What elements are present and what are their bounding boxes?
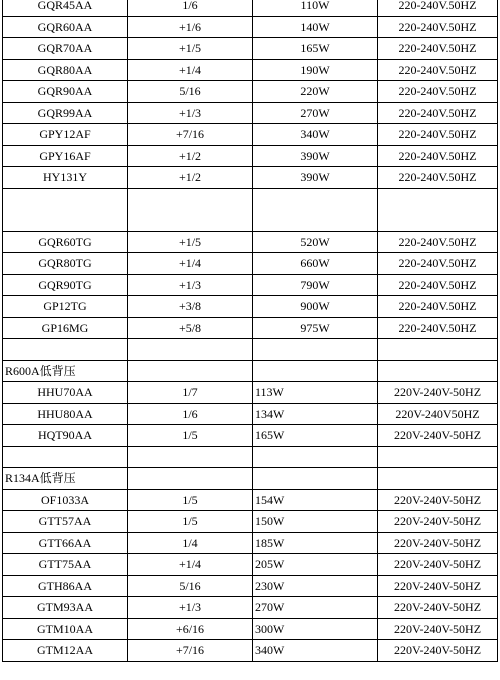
power-cell: 113W bbox=[253, 382, 378, 404]
voltage-cell: 220V-240V-50HZ bbox=[378, 425, 498, 447]
empty-cell bbox=[128, 446, 253, 468]
table-row bbox=[3, 511, 498, 533]
power-cell: 220W bbox=[253, 81, 378, 103]
power-cell: 150W bbox=[253, 511, 378, 533]
voltage-cell: 220V-240V-50HZ bbox=[378, 532, 498, 554]
voltage-cell: 220-240V.50HZ bbox=[378, 253, 498, 275]
model-cell: HHU80AA bbox=[3, 403, 128, 425]
table-row bbox=[3, 16, 498, 38]
horsepower-cell: +1/3 bbox=[128, 102, 253, 124]
power-cell: 205W bbox=[253, 554, 378, 576]
table-row bbox=[3, 296, 498, 318]
table-row bbox=[3, 274, 498, 296]
section-label: R600A低背压 bbox=[3, 360, 128, 382]
horsepower-cell: +1/5 bbox=[128, 38, 253, 60]
model-cell: HY131Y bbox=[3, 167, 128, 189]
model-cell: HQT90AA bbox=[3, 425, 128, 447]
table-row bbox=[3, 317, 498, 339]
horsepower-cell: +1/2 bbox=[128, 145, 253, 167]
model-cell: GQR90TG bbox=[3, 274, 128, 296]
horsepower-cell: +1/6 bbox=[128, 16, 253, 38]
horsepower-cell: +1/5 bbox=[128, 231, 253, 253]
empty-cell bbox=[3, 339, 128, 361]
empty-cell bbox=[253, 188, 378, 231]
voltage-cell: 220-240V.50HZ bbox=[378, 231, 498, 253]
table-row bbox=[3, 554, 498, 576]
horsepower-cell: 1/6 bbox=[128, 0, 253, 16]
voltage-cell: 220-240V.50HZ bbox=[378, 167, 498, 189]
empty-cell bbox=[378, 446, 498, 468]
empty-cell bbox=[3, 188, 128, 231]
table-row bbox=[3, 231, 498, 253]
horsepower-cell: +1/3 bbox=[128, 274, 253, 296]
horsepower-cell: 1/5 bbox=[128, 511, 253, 533]
table-row bbox=[3, 575, 498, 597]
spacer-row bbox=[3, 339, 498, 361]
horsepower-cell: 1/5 bbox=[128, 489, 253, 511]
power-cell: 154W bbox=[253, 489, 378, 511]
model-cell: GP12TG bbox=[3, 296, 128, 318]
horsepower-cell: 1/6 bbox=[128, 403, 253, 425]
section-label: R134A低背压 bbox=[3, 468, 128, 490]
voltage-cell: 220-240V.50HZ bbox=[378, 124, 498, 146]
empty-cell bbox=[253, 339, 378, 361]
empty-cell bbox=[378, 468, 498, 490]
table-row bbox=[3, 81, 498, 103]
power-cell: 230W bbox=[253, 575, 378, 597]
horsepower-cell: +1/4 bbox=[128, 253, 253, 275]
voltage-cell: 220V-240V50HZ bbox=[378, 403, 498, 425]
voltage-cell: 220-240V.50HZ bbox=[378, 102, 498, 124]
section-header-row bbox=[3, 360, 498, 382]
power-cell: 190W bbox=[253, 59, 378, 81]
voltage-cell: 220V-240V-50HZ bbox=[378, 489, 498, 511]
voltage-cell: 220-240V.50HZ bbox=[378, 274, 498, 296]
voltage-cell: 220-240V.50HZ bbox=[378, 317, 498, 339]
table-row bbox=[3, 38, 498, 60]
horsepower-cell: 1/5 bbox=[128, 425, 253, 447]
empty-cell bbox=[378, 360, 498, 382]
horsepower-cell: +7/16 bbox=[128, 124, 253, 146]
model-cell: GTH86AA bbox=[3, 575, 128, 597]
power-cell: 134W bbox=[253, 403, 378, 425]
power-cell: 140W bbox=[253, 16, 378, 38]
power-cell: 660W bbox=[253, 253, 378, 275]
horsepower-cell: +7/16 bbox=[128, 640, 253, 662]
horsepower-cell: 5/16 bbox=[128, 575, 253, 597]
spacer-row bbox=[3, 446, 498, 468]
horsepower-cell: +1/4 bbox=[128, 554, 253, 576]
model-cell: GQR80TG bbox=[3, 253, 128, 275]
empty-cell bbox=[128, 360, 253, 382]
voltage-cell: 220-240V.50HZ bbox=[378, 0, 498, 16]
voltage-cell: 220V-240V-50HZ bbox=[378, 511, 498, 533]
table-row bbox=[3, 102, 498, 124]
horsepower-cell: +6/16 bbox=[128, 618, 253, 640]
empty-cell bbox=[253, 446, 378, 468]
voltage-cell: 220V-240V-50HZ bbox=[378, 382, 498, 404]
model-cell: OF1033A bbox=[3, 489, 128, 511]
horsepower-cell: +1/4 bbox=[128, 59, 253, 81]
voltage-cell: 220-240V.50HZ bbox=[378, 81, 498, 103]
voltage-cell: 220V-240V-50HZ bbox=[378, 597, 498, 619]
power-cell: 270W bbox=[253, 102, 378, 124]
model-cell: GQR90AA bbox=[3, 81, 128, 103]
power-cell: 790W bbox=[253, 274, 378, 296]
horsepower-cell: 1/7 bbox=[128, 382, 253, 404]
voltage-cell: 220-240V.50HZ bbox=[378, 296, 498, 318]
model-cell: GQR60TG bbox=[3, 231, 128, 253]
power-cell: 270W bbox=[253, 597, 378, 619]
empty-cell bbox=[253, 468, 378, 490]
model-cell: HHU70AA bbox=[3, 382, 128, 404]
horsepower-cell: +5/8 bbox=[128, 317, 253, 339]
model-cell: GTT75AA bbox=[3, 554, 128, 576]
voltage-cell: 220-240V.50HZ bbox=[378, 38, 498, 60]
horsepower-cell: +3/8 bbox=[128, 296, 253, 318]
power-cell: 390W bbox=[253, 145, 378, 167]
model-cell: GTM12AA bbox=[3, 640, 128, 662]
power-cell: 340W bbox=[253, 124, 378, 146]
table-row bbox=[3, 532, 498, 554]
table-row bbox=[3, 59, 498, 81]
table-row bbox=[3, 253, 498, 275]
model-cell: GQR99AA bbox=[3, 102, 128, 124]
empty-cell bbox=[378, 339, 498, 361]
empty-cell bbox=[128, 339, 253, 361]
empty-cell bbox=[128, 468, 253, 490]
empty-cell bbox=[128, 188, 253, 231]
power-cell: 975W bbox=[253, 317, 378, 339]
voltage-cell: 220V-240V-50HZ bbox=[378, 640, 498, 662]
power-cell: 340W bbox=[253, 640, 378, 662]
empty-cell bbox=[253, 360, 378, 382]
power-cell: 185W bbox=[253, 532, 378, 554]
model-cell: GTT57AA bbox=[3, 511, 128, 533]
model-cell: GTM93AA bbox=[3, 597, 128, 619]
power-cell: 110W bbox=[253, 0, 378, 16]
spacer-row bbox=[3, 188, 498, 231]
table-row bbox=[3, 145, 498, 167]
model-cell: GPY16AF bbox=[3, 145, 128, 167]
voltage-cell: 220-240V.50HZ bbox=[378, 59, 498, 81]
horsepower-cell: +1/2 bbox=[128, 167, 253, 189]
model-cell: GTT66AA bbox=[3, 532, 128, 554]
model-cell: GQR80AA bbox=[3, 59, 128, 81]
table-row bbox=[3, 640, 498, 662]
power-cell: 300W bbox=[253, 618, 378, 640]
model-cell: GQR70AA bbox=[3, 38, 128, 60]
spec-table-body bbox=[3, 0, 498, 661]
table-row bbox=[3, 167, 498, 189]
power-cell: 165W bbox=[253, 38, 378, 60]
horsepower-cell: 5/16 bbox=[128, 81, 253, 103]
model-cell: GTM10AA bbox=[3, 618, 128, 640]
table-row bbox=[3, 489, 498, 511]
voltage-cell: 220V-240V-50HZ bbox=[378, 618, 498, 640]
power-cell: 520W bbox=[253, 231, 378, 253]
table-row bbox=[3, 124, 498, 146]
table-row bbox=[3, 0, 498, 16]
horsepower-cell: +1/3 bbox=[128, 597, 253, 619]
voltage-cell: 220-240V.50HZ bbox=[378, 145, 498, 167]
voltage-cell: 220-240V.50HZ bbox=[378, 16, 498, 38]
empty-cell bbox=[3, 446, 128, 468]
model-cell: GQR45AA bbox=[3, 0, 128, 16]
voltage-cell: 220V-240V-50HZ bbox=[378, 575, 498, 597]
empty-cell bbox=[378, 188, 498, 231]
section-header-row bbox=[3, 468, 498, 490]
model-cell: GQR60AA bbox=[3, 16, 128, 38]
model-cell: GP16MG bbox=[3, 317, 128, 339]
voltage-cell: 220V-240V-50HZ bbox=[378, 554, 498, 576]
compressor-spec-table bbox=[2, 0, 498, 662]
model-cell: GPY12AF bbox=[3, 124, 128, 146]
table-row bbox=[3, 403, 498, 425]
power-cell: 165W bbox=[253, 425, 378, 447]
power-cell: 900W bbox=[253, 296, 378, 318]
table-row bbox=[3, 618, 498, 640]
table-row bbox=[3, 597, 498, 619]
power-cell: 390W bbox=[253, 167, 378, 189]
table-row bbox=[3, 382, 498, 404]
horsepower-cell: 1/4 bbox=[128, 532, 253, 554]
table-row bbox=[3, 425, 498, 447]
